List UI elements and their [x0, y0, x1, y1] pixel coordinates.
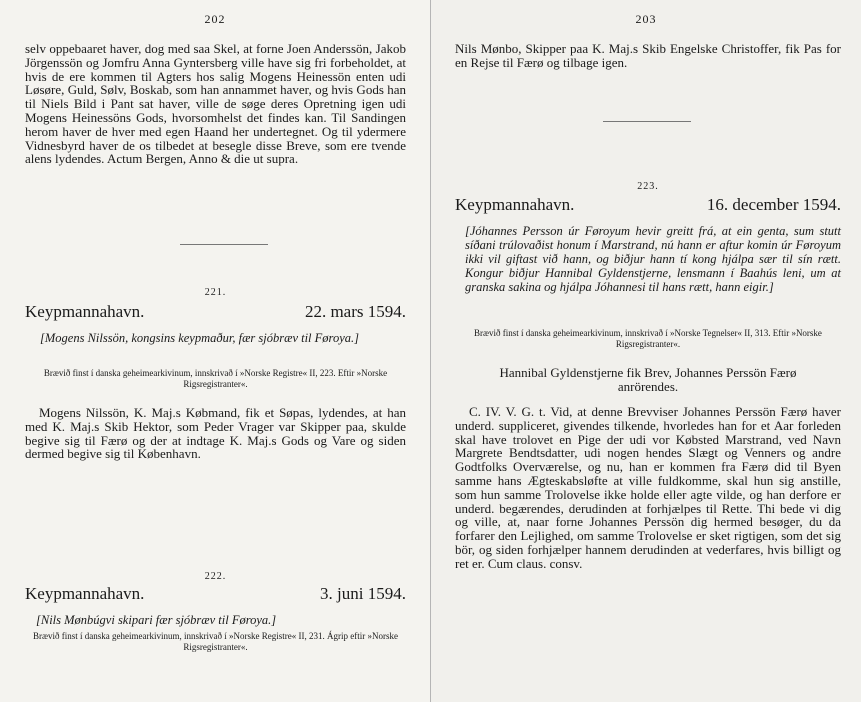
page-number-right: 203 — [635, 12, 657, 26]
entry-heading-222 — [25, 584, 406, 604]
section-divider-right — [603, 121, 691, 122]
entry-source-221: Brævið finst í danska geheimearkivinum, innskrivað í »Norske Registre« II, 223. Eftir »Norske Rigsregistranter«. — [43, 368, 388, 389]
entry-date-221: 22. mars 1594. — [304, 302, 406, 321]
entry-address-223: Hannibal Gyldenstjerne fik Brev, Johannes Perssön Færø anrörendes. — [499, 365, 797, 394]
section-divider — [180, 244, 268, 245]
entry-text-221: Mogens Nilssön, K. Maj.s Købmand, fik et Søpas, lydendes, at han med K. Maj.s Skib Hektor, som Peder Vrager var Skipper paa, skulde begive sig til Færø og der at indtage K. Maj.s Gods og Vare og siden dermed begive sig til København. — [25, 405, 406, 462]
entry-place-223: Keypmannahavn. — [455, 195, 575, 214]
entry-source-223: Brævið finst í danska geheimearkivinum, innskrivað í »Norske Tegnelser« II, 313. Eftir »Norske Rigsregistranter«. — [474, 328, 822, 349]
entry-summary-221: [Mogens Nilssön, kongsins keypmaður, fær sjóbræv til Føroya.] — [40, 331, 359, 345]
entry-summary-223: [Jóhannes Persson úr Føroyum hevir greitt frá, at ein genta, sum stutt síðani trúlovaðist honum í Marstrand, nú hann er aftur komin úr Føroyum ikki vil giftast við hann, og biðjur hann tí kong hjálpa sær til sín rætt. Kongur biðjur Hannibal Gyldenstjerne, lensmann í Baahús leni, um at granska sakina og hjálpa Jóhannesi til hans rætt, hann eigir.] — [465, 224, 841, 294]
left-page — [0, 0, 430, 702]
entry-text-223: C. IV. V. G. t. Vid, at denne Brevviser Johannes Perssön Færø haver underd. suppliceret, givendes tilkende, hvorledes han for et Aar forleden skal have trolovet en Pige der udi vor Købsted Marstrand, ved Navn Margrete Bendtsdatter, udi nogen hendes Slægt og Venners og andre Godtfolks Overværelse, og nu, han er kommen fra Færø did til Byen samme hans Ægteskabsløfte at ville fuldkomme, skal hun sig anstille, som hun samme Trolovelse ikke holde eller agte vilde, og han derfore er underd. begærendes, derudinden at forhjælpes til Rette. Thi bede vi dig og ville, at, naar forne Johannes Perssön dig hermed besøger, du da forfarer den Lejlighed, om samme Trolovelse er sket rigtigen, som det sig bör, og siden forhjælper hannem derudinden at vederfares, hvis billigt og ret er. Cum claus. consv. — [455, 404, 841, 571]
continuation-text-left: selv oppebaaret haver, dog med saa Skel, at forne Joen Anderssön, Jakob Jörgenssön og Jomfru Anna Gyntersberg ville have sig fri forbeholdet, at hvis de ere kommen til Agters hos salig Mogens Heinessön enten udi Løsøre, Guld, Sølv, Boskab, som han annammet haver, og hvis Gods han til Niels Bild i Pant sat haver, ville de søge deres Opretning igen udi Mogens Heinessöns Gods, hvorsomhelst det findes kan. Til Sandingen herom haver de hver med egen Haand her undertegnet. Og til ydermere Vidnesbyrd haver de os tilbedet at besegle disse Breve, som ere tvende alens lydendes. Actum Bergen, Anno & die ut supra. — [25, 41, 406, 167]
entry-source-222: Brævið finst í danska geheimearkivinum, innskrivað í »Norske Registre« II, 231. Ágrip eftir »Norske Rigsregistranter«. — [33, 631, 398, 652]
entry-place-221: Keypmannahavn. — [25, 302, 145, 321]
continuation-text-right: Nils Mønbo, Skipper paa K. Maj.s Skib Engelske Christoffer, fik Pas for en Rejse til Færø og tilbage igen. — [455, 41, 841, 70]
page-number-left: 202 — [204, 12, 226, 26]
entry-heading-221 — [25, 302, 406, 322]
entry-number-222: 222. — [204, 571, 227, 582]
entry-number-223: 223. — [637, 181, 659, 192]
entry-place-222: Keypmannahavn. — [25, 584, 145, 603]
entry-date-222: 3. juni 1594. — [320, 584, 406, 603]
entry-heading-223 — [455, 195, 841, 215]
entry-number-221: 221. — [204, 287, 227, 298]
right-page — [431, 0, 861, 702]
entry-date-223: 16. december 1594. — [706, 195, 841, 214]
entry-summary-222: [Nils Mønbúgvi skipari fær sjóbræv til Føroya.] — [36, 613, 277, 627]
